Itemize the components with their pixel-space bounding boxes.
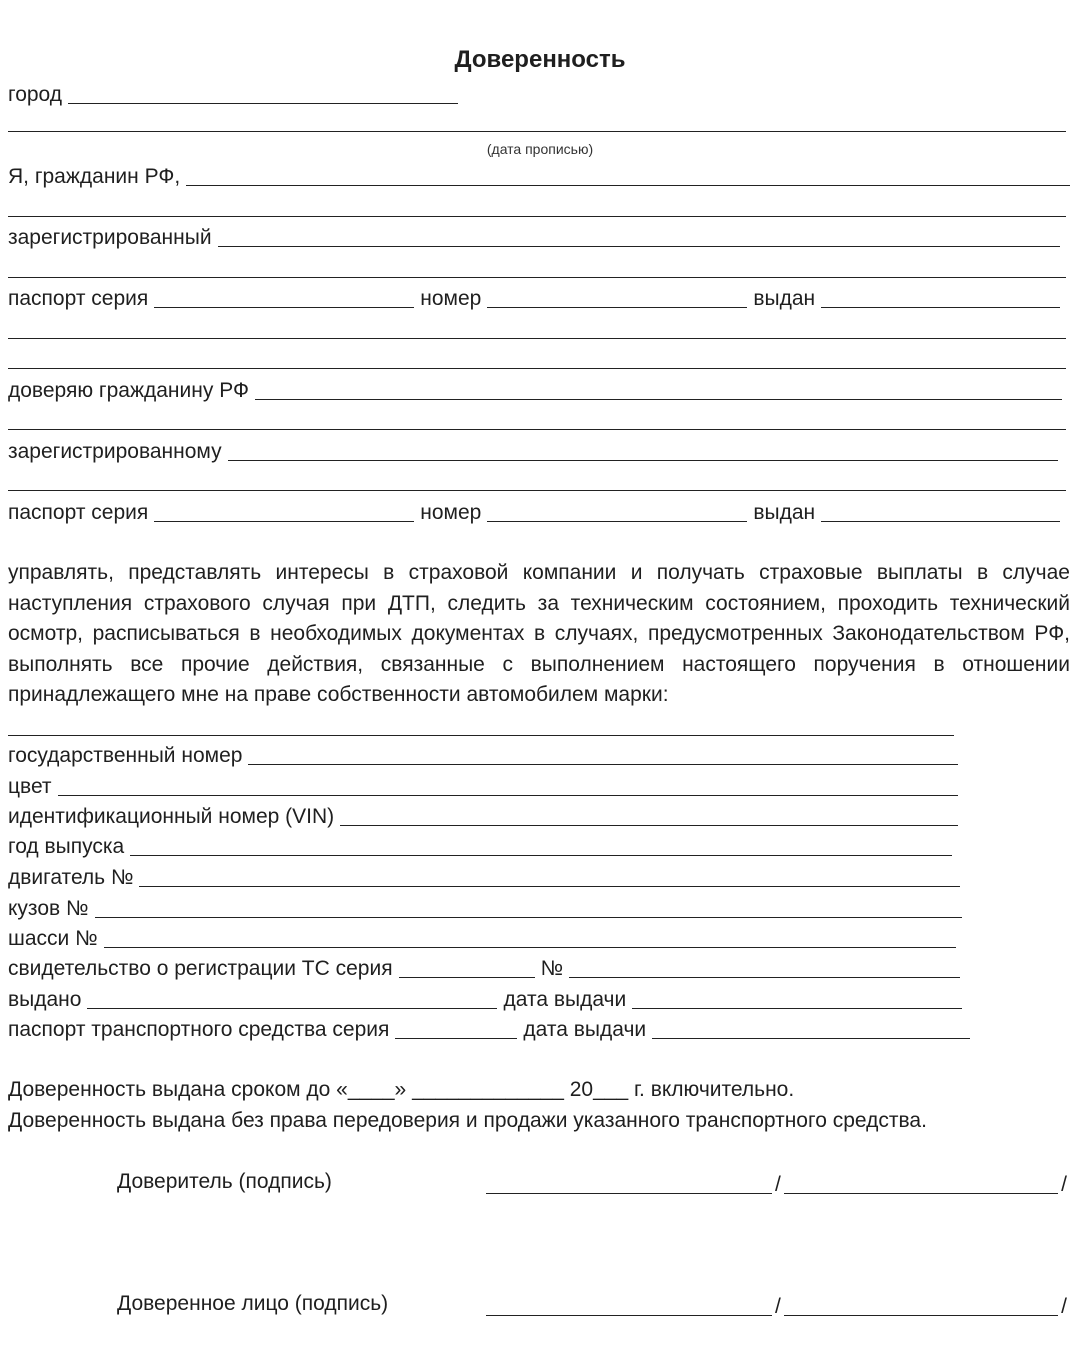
- principal-label: Я, гражданин РФ,: [8, 165, 181, 188]
- body-row: [8, 896, 962, 922]
- vin-label: идентификационный номер (VIN): [8, 805, 335, 828]
- authority-paragraph: управлять, представлять интересы в страховой компании и получать страховые выплаты в случае наступления страхового случая при ДТП, следить за техническим состоянием, проходить технический осмотр, расписываться в необходимых документах в случаях, предусмотренных Законодательством РФ, выполнять все прочие действия, связанные с выполнением настоящего поручения в отношении принадлежащего мне на праве собственности автомобилем марки:: [8, 561, 1070, 706]
- issued-by-field[interactable]: [87, 1006, 497, 1009]
- principal-signature-field[interactable]: [486, 1191, 772, 1194]
- attorney-row: [8, 378, 1062, 404]
- car-make-row: [8, 714, 954, 740]
- date-hint: (дата прописью): [486, 141, 594, 157]
- attorney-address-field-2[interactable]: [8, 488, 1066, 491]
- issued-by-label: выдано: [8, 988, 82, 1011]
- attorney-signature-block: [486, 1294, 1070, 1320]
- passport-issued-field-2[interactable]: [8, 336, 1066, 339]
- passport2-series-field[interactable]: [154, 519, 414, 522]
- pts-series-field[interactable]: [395, 1036, 517, 1039]
- reg-cert-number-field[interactable]: [569, 975, 960, 978]
- attorney-slash-2: /: [1061, 1295, 1067, 1318]
- attorney-slash-1: /: [775, 1295, 781, 1318]
- registered-label: зарегистрированный: [8, 226, 212, 249]
- chassis-row: [8, 926, 956, 952]
- passport-issued-label: выдан: [753, 287, 816, 310]
- attorney-name-field-2[interactable]: [8, 427, 1066, 430]
- principal-name-field[interactable]: [186, 183, 1070, 186]
- principal-slash-1: /: [775, 1173, 781, 1196]
- reg-cert-no-label: №: [540, 957, 564, 980]
- pts-row: [8, 1017, 970, 1043]
- passport-row: [8, 286, 1060, 312]
- principal-continuation-row: [8, 195, 1066, 221]
- principal-name-field-2[interactable]: [8, 214, 1066, 217]
- date-field[interactable]: [8, 129, 1066, 132]
- principal-address-field[interactable]: [218, 244, 1060, 247]
- pts-date-field[interactable]: [652, 1036, 970, 1039]
- year-field[interactable]: [130, 853, 952, 856]
- principal-name-print-field[interactable]: [784, 1191, 1058, 1194]
- pts-label: паспорт транспортного средства серия: [8, 1018, 390, 1041]
- attorney-signature-field[interactable]: [486, 1313, 772, 1316]
- vin-row: [8, 804, 958, 830]
- passport-issued-continuation-2: [8, 347, 1066, 373]
- no-subdelegation-line: Доверенность выдана без права передоверия и продажи указанного транспортного средства.: [8, 1109, 927, 1132]
- attorney-continuation-row: [8, 408, 1066, 434]
- passport-series-field[interactable]: [154, 305, 414, 308]
- registered-continuation-row: [8, 256, 1066, 282]
- principal-row: [8, 164, 1070, 190]
- color-row: [8, 774, 958, 800]
- city-row: [8, 82, 458, 108]
- color-label: цвет: [8, 775, 52, 798]
- registered-row: [8, 225, 1060, 251]
- term-line: Доверенность выдана сроком до «____» _____________ 20___ г. включительно.: [8, 1078, 795, 1101]
- passport2-issued-field[interactable]: [821, 519, 1060, 522]
- registered2-label: зарегистрированному: [8, 440, 222, 463]
- principal-sign-label: Доверитель (подпись): [117, 1170, 332, 1193]
- engine-label: двигатель №: [8, 866, 134, 889]
- engine-field[interactable]: [139, 884, 960, 887]
- pts-date-label: дата выдачи: [523, 1018, 647, 1041]
- passport-issued-field[interactable]: [821, 305, 1060, 308]
- issue-date-field[interactable]: [632, 1006, 962, 1009]
- plate-row: [8, 743, 958, 769]
- year-row: [8, 834, 952, 860]
- body-label: кузов №: [8, 897, 89, 920]
- reg-cert-label: свидетельство о регистрации ТС серия: [8, 957, 393, 980]
- chassis-field[interactable]: [104, 945, 956, 948]
- principal-slash-2: /: [1061, 1173, 1067, 1196]
- vin-field[interactable]: [340, 823, 958, 826]
- plate-label: государственный номер: [8, 744, 243, 767]
- issue-date-label: дата выдачи: [503, 988, 627, 1011]
- plate-field[interactable]: [248, 762, 958, 765]
- registered2-row: [8, 439, 1058, 465]
- principal-signature-block: [486, 1172, 1070, 1198]
- attorney-address-field[interactable]: [228, 458, 1058, 461]
- passport-issued-field-3[interactable]: [8, 366, 1066, 369]
- reg-cert-row: [8, 956, 960, 982]
- car-make-field[interactable]: [8, 733, 954, 736]
- passport2-series-label: паспорт серия: [8, 501, 149, 524]
- city-label: город: [8, 83, 63, 106]
- document-title: Доверенность: [454, 46, 626, 73]
- date-row: [8, 110, 1066, 136]
- engine-row: [8, 865, 960, 891]
- principal-address-field-2[interactable]: [8, 275, 1066, 278]
- chassis-label: шасси №: [8, 927, 98, 950]
- passport2-row: [8, 500, 1060, 526]
- trust-label: доверяю гражданину РФ: [8, 379, 249, 402]
- attorney-sign-label: Доверенное лицо (подпись): [117, 1292, 389, 1315]
- passport-series-label: паспорт серия: [8, 287, 149, 310]
- year-label: год выпуска: [8, 835, 125, 858]
- city-field[interactable]: [68, 101, 458, 104]
- passport-number-label: номер: [420, 287, 482, 310]
- passport-issued-continuation-1: [8, 317, 1066, 343]
- issued-by-row: [8, 987, 962, 1013]
- passport-number-field[interactable]: [487, 305, 747, 308]
- passport2-number-field[interactable]: [487, 519, 747, 522]
- body-field[interactable]: [95, 915, 962, 918]
- color-field[interactable]: [58, 793, 958, 796]
- attorney-name-print-field[interactable]: [784, 1313, 1058, 1316]
- passport2-number-label: номер: [420, 501, 482, 524]
- reg-cert-series-field[interactable]: [399, 975, 535, 978]
- attorney-name-field[interactable]: [255, 397, 1062, 400]
- registered2-continuation-row: [8, 469, 1066, 495]
- passport2-issued-label: выдан: [753, 501, 816, 524]
